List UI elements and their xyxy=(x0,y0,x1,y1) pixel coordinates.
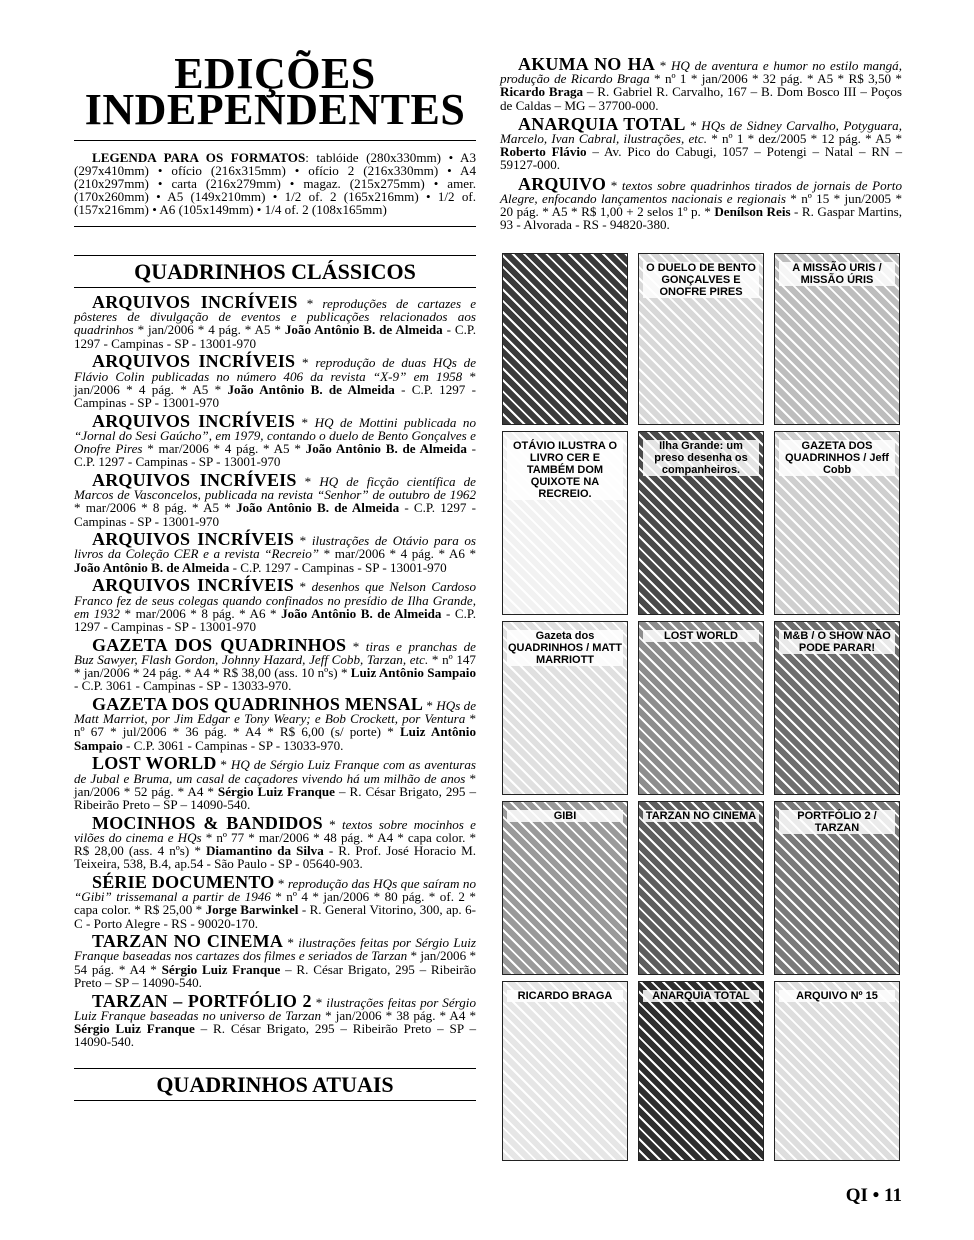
entry-publisher: João Antônio B. de Almeida xyxy=(227,381,395,397)
thumbnail-caption: GAZETA DOS QUADRINHOS / Jeff Cobb xyxy=(779,440,895,476)
entry-address: - C.P. 1297 - Campinas - SP - 13001-970 xyxy=(74,500,476,529)
entry-title: GAZETA DOS QUADRINHOS MENSAL xyxy=(92,693,424,714)
entry-title: SÉRIE DOCUMENTO xyxy=(92,871,275,892)
catalog-entry xyxy=(74,292,477,351)
entry-description: reproduções de cartazes e pôsteres de divulgação de eventos e publicações relacionados aos quadrinhos xyxy=(74,296,477,338)
entry-title: ARQUIVO xyxy=(518,173,607,194)
entry-address: – Av. Pico do Cabugi, 1057 – Potengi – Natal – RN – 59127-000. xyxy=(500,144,902,173)
entry-publisher: João Antônio B. de Almeida xyxy=(284,322,443,338)
entry-address: - C.P. 1297 - Campinas - SP - 13001-970 xyxy=(229,559,447,575)
entry-details: * jan/2006 * 52 pág. * A4 * xyxy=(74,770,476,799)
entry-title: ARQUIVOS INCRÍVEIS xyxy=(92,469,297,490)
entry-details: * nº 147 * jan/2006 * 24 pág. * A4 * R$ 38,00 (ass. 10 nºs) * xyxy=(74,651,476,681)
catalog-entry xyxy=(74,931,477,990)
entry-separator: * xyxy=(322,816,342,832)
entry-publisher: Luiz Antônio Sampaio xyxy=(74,724,476,753)
entry-separator: * xyxy=(294,579,312,595)
format-legend xyxy=(74,141,476,226)
section-heading-atuais: QUADRINHOS ATUAIS xyxy=(156,1072,394,1098)
entry-details: * mar/2006 * 8 pág. * A5 * xyxy=(74,500,237,516)
entry-publisher: João Antônio B. de Almeida xyxy=(74,559,230,575)
entry-description: desenhos que Nelson Cardoso Franco fez de seus colegas quando confinados no presídio de Ilha Grande, em 1932 xyxy=(74,579,476,621)
catalog-entry xyxy=(74,753,476,812)
entry-description: reprodução de duas HQs de Flávio Colin publicadas no número 406 da revista “X-9” em 1958 xyxy=(74,355,477,384)
entry-separator: * xyxy=(274,875,288,891)
entry-address: - C.P. 3061 - Campinas - SP - 13033-970. xyxy=(122,737,344,753)
entry-address: – R. César Brigato, 295 – Ribeirão Preto – SP – 14090-540. xyxy=(74,783,476,812)
thumb-gazeta-mensal xyxy=(502,621,628,795)
thumb-mocinhos xyxy=(774,621,900,795)
entry-publisher: Luiz Antônio Sampaio xyxy=(350,665,476,681)
entry-publisher: Sérgio Luiz Franque xyxy=(74,1020,195,1036)
legend-label: LEGENDA PARA OS FORMATOS xyxy=(92,150,306,165)
entry-publisher: João Antônio B. de Almeida xyxy=(305,441,467,457)
thumbnail-caption: ANARQUIA TOTAL xyxy=(643,990,759,1002)
entry-details: * nº 67 * jul/2006 * 36 pág. * A4 * R$ 6,00 (s/ porte) * xyxy=(74,711,476,740)
catalog-entry xyxy=(74,812,477,872)
catalog-entry xyxy=(74,634,476,694)
entry-title: ARQUIVOS INCRÍVEIS xyxy=(92,410,296,431)
thumb-arquivo xyxy=(774,981,900,1161)
thumbnail-caption: A MISSÃO URIS / MISSÃO ÚRIS xyxy=(779,262,895,286)
thumb-duelo-2 xyxy=(638,253,764,425)
entry-description: HQs de Sidney Carvalho, Potyguara, Marcelo, Ivan Cabral, ilustrações, etc. xyxy=(500,117,903,147)
thumb-duelo-1 xyxy=(502,253,628,425)
entry-title: GAZETA DOS QUADRINHOS xyxy=(92,634,347,655)
entry-separator: * xyxy=(346,638,366,654)
thumb-otavio xyxy=(502,431,628,615)
entry-address: - C.P. 1297 - Campinas - SP - 13001-970 xyxy=(74,441,476,470)
entry-description: reprodução das HQs que saíram no “Gibi” trissemanal a partir de 1946 xyxy=(74,875,476,905)
thumb-lost-world xyxy=(638,621,764,795)
entry-separator: * xyxy=(216,757,231,773)
entry-title: LOST WORLD xyxy=(92,753,217,774)
section-heading-classicos: QUADRINHOS CLÁSSICOS xyxy=(134,259,416,284)
entry-details: * mar/2006 * 4 pág. * A6 * xyxy=(319,546,476,562)
thumb-anarquia xyxy=(638,981,764,1161)
page-title-line2: INDEPENDENTES xyxy=(84,85,466,134)
thumbnail-caption: TARZAN NO CINEMA xyxy=(643,810,759,822)
cover-thumbnail-grid xyxy=(502,253,898,1159)
legend-text: : tablóide (280x330mm) • A3 (297x410mm) • ofício (216x315mm) • ofício 2 (216x330mm) • A4 (210x297mm) • carta (216x279mm) • magaz. (215x275mm) • amer. (170x260mm) • A5 (149x210mm) • 1/2 of. 2 (165x216mm) • 1/2 of. (157x216mm) • A6 (105x149mm) • 1/4 of. 2 (108x165mm) xyxy=(74,150,476,217)
entry-publisher: Diamantino da Silva xyxy=(205,843,324,859)
entry-publisher: João Antônio B. de Almeida xyxy=(281,605,442,621)
entry-details: * mar/2006 * 8 pág. * A6 * xyxy=(119,605,282,621)
thumbnail-caption: RICARDO BRAGA xyxy=(507,990,623,1002)
page-title xyxy=(74,49,476,134)
entry-details: * nº 1 * dez/2005 * 12 pág. * A5 * xyxy=(707,131,902,147)
entry-separator: * xyxy=(311,994,327,1010)
entry-details: * jan/2006 * 4 pág. * A5 * xyxy=(133,322,285,338)
entry-separator: * xyxy=(295,414,315,430)
thumbnail-caption: O DUELO DE BENTO GONÇALVES E ONOFRE PIRES xyxy=(643,262,759,298)
entry-title: MOCINHOS & BANDIDOS xyxy=(92,812,323,833)
entry-description: ilustrações feitas por Sérgio Luiz Franque baseadas no universo de Tarzan xyxy=(74,994,476,1023)
catalog-entry xyxy=(74,693,477,753)
classic-entries-list xyxy=(74,292,477,1050)
thumbnail-caption: OTÁVIO ILUSTRA O LIVRO CER E TAMBÉM DOM QUIXOTE NA RECREIO. xyxy=(507,440,623,500)
entry-address: – R. César Brigato, 295 – Ribeirão Preto – SP – 14090-540. xyxy=(74,961,477,990)
entry-title: ARQUIVOS INCRÍVEIS xyxy=(92,351,296,372)
entry-description: HQ de Sérgio Luiz Franque com as aventuras de Jubal e Bruma, um casal de caçadores vivendo há um milhão de anos xyxy=(74,757,476,786)
entry-details: * nº 4 * jan/2006 * 80 pág. * of. 2 * capa color. * R$ 25,00 * xyxy=(74,889,476,918)
entry-publisher: Roberto Flávio xyxy=(500,144,587,160)
entry-publisher: Sérgio Luiz Franque xyxy=(217,783,335,799)
entry-description: HQs de Matt Marriot, por Jim Edgar e Tony Weary; e Bob Crockett, por Ventura xyxy=(74,697,477,727)
entry-publisher: Sérgio Luiz Franque xyxy=(161,961,281,977)
page-title-line1: EDIÇÕES xyxy=(174,49,376,98)
thumbnail-caption: Ilha Grande: um preso desenha os companheiros. xyxy=(643,440,759,476)
entry-title: TARZAN NO CINEMA xyxy=(92,931,284,952)
entry-separator: * xyxy=(685,117,702,133)
thumb-tarzan-cinema xyxy=(638,801,764,975)
entry-separator: * xyxy=(606,177,622,193)
thumbnail-caption: LOST WORLD xyxy=(643,630,759,642)
entry-separator: * xyxy=(423,697,437,713)
divider xyxy=(74,1100,476,1101)
catalog-entry xyxy=(74,469,476,529)
entry-details: * nº 77 * mar/2006 * 48 pág. * A4 * capa color. * R$ 28,00 (ass. 4 nºs) * xyxy=(74,829,477,859)
entry-publisher: Ricardo Braga xyxy=(500,84,584,100)
entry-separator: * xyxy=(655,58,671,73)
entry-details: * jan/2006 * 4 pág. * A5 * xyxy=(74,368,476,397)
catalog-entry xyxy=(500,113,903,173)
entry-title: ARQUIVOS INCRÍVEIS xyxy=(92,529,295,550)
entry-description: HQ de Mottini publicada no “Jornal do Sesi Gaúcho”, em 1979, contando o duelo de Bento Gonçalves e Onofre Pires xyxy=(74,414,476,457)
entry-address: - R. Prof. José Horacio M. Teixeira, 538, B.4, ap.54 - São Paulo - SP - 05640-903. xyxy=(74,843,476,872)
thumbnail-caption: ARQUIVO Nº 15 xyxy=(779,990,895,1002)
thumb-portfolio xyxy=(774,801,900,975)
thumb-ilha-grande xyxy=(638,431,764,615)
entry-description: textos sobre quadrinhos tirados de jornais de Porto Alegre, enfocando lançamentos nacionais e regionais xyxy=(500,177,902,206)
page-footer: QI • 11 xyxy=(845,1185,902,1206)
catalog-entry xyxy=(74,351,477,410)
catalog-entry xyxy=(74,990,477,1050)
entry-description: ilustrações de Otávio para os livros da Coleção CER e a revista “Recreio” xyxy=(74,533,476,562)
entry-title: TARZAN – PORTFÓLIO 2 xyxy=(92,990,312,1011)
catalog-entry xyxy=(500,173,902,233)
entry-address: - C.P. 3061 - Campinas - SP - 13033-970. xyxy=(74,678,292,694)
catalog-entry xyxy=(500,54,902,113)
divider xyxy=(74,226,476,227)
entry-address: - C.P. 1297 - Campinas - SP - 13001-970 xyxy=(74,381,476,410)
entry-description: tiras e pranchas de Buz Sawyer, Flash Gordon, Johnny Hazard, Jeff Cobb, Tarzan, etc. xyxy=(74,638,476,667)
divider xyxy=(74,287,476,288)
entry-description: textos sobre mocinhos e vilões do cinema e HQs xyxy=(74,816,476,845)
entry-title: AKUMA NO HA xyxy=(518,54,656,74)
entry-description: ilustrações feitas por Sérgio Luiz Franque baseadas nos cartazes dos filmes e seriados de Tarzan xyxy=(74,935,476,964)
entry-separator: * xyxy=(296,473,320,489)
thumb-gibi xyxy=(502,801,628,975)
entry-details: * jan/2006 * 54 pág. * A4 * xyxy=(74,948,476,977)
entry-address: – R. Gabriel R. Carvalho, 167 – B. Dom Bosco III – Poços de Caldas – MG – 37700-000. xyxy=(500,84,902,113)
thumbnail-caption: PORTFÓLIO 2 / TARZAN xyxy=(779,810,895,834)
entry-title: ANARQUIA TOTAL xyxy=(518,113,686,134)
catalog-entry xyxy=(74,529,476,575)
entry-details: * jan/2006 * 38 pág. * A4 * xyxy=(321,1007,477,1023)
catalog-entry xyxy=(74,410,476,470)
thumbnail-caption: Gazeta dos QUADRINHOS / MATT MARRIOTT xyxy=(507,630,623,666)
catalog-entry xyxy=(74,871,476,931)
entry-details: * mar/2006 * 4 pág. * A5 * xyxy=(142,441,306,457)
entry-title: ARQUIVOS INCRÍVEIS xyxy=(92,575,295,596)
entry-address: - C.P. 1297 - Campinas - SP - 13001-970 xyxy=(74,605,476,634)
entry-publisher: Denílson Reis xyxy=(714,204,791,220)
entry-separator: * xyxy=(297,296,323,311)
entry-address: - R. General Vitorino, 300, ap. 6-C - Porto Alegre - RS - 90020-170. xyxy=(74,902,476,931)
entry-details: * nº 1 * jan/2006 * 32 pág. * A5 * R$ 3,50 * xyxy=(649,71,902,87)
entry-address: - R. Gaspar Martins, 93 - Alvorada - RS - 94820-380. xyxy=(500,204,902,233)
catalog-entry xyxy=(74,575,476,634)
entry-description: HQ de ficção científica de Marcos de Vasconcelos, publicada na revista “Senhor” de outubro de 1962 xyxy=(74,473,476,503)
entry-separator: * xyxy=(295,355,316,371)
entry-details: * nº 15 * jun/2005 * 20 pág. * A5 * R$ 1,00 + 2 selos 1º p. * xyxy=(500,190,902,220)
left-column xyxy=(74,50,476,1101)
thumbnail-caption: GIBI xyxy=(507,810,623,822)
right-column-entries xyxy=(500,54,903,237)
entry-title: ARQUIVOS INCRÍVEIS xyxy=(92,292,298,312)
entry-address: - C.P. 1297 - Campinas - SP - 13001-970 xyxy=(74,322,476,351)
thumb-akuma xyxy=(502,981,628,1161)
entry-description: HQ de aventura e humor no estilo mangá, produção de Ricardo Braga xyxy=(500,58,902,87)
entry-publisher: João Antônio B. de Almeida xyxy=(236,500,400,516)
entry-separator: * xyxy=(294,533,312,549)
entry-address: – R. César Brigato, 295 – Ribeirão Preto – SP – 14090-540. xyxy=(74,1020,476,1050)
thumb-gazeta-1 xyxy=(774,431,900,615)
entry-publisher: Jorge Barwinkel xyxy=(205,902,299,918)
entry-separator: * xyxy=(283,935,299,951)
thumbnail-caption: M&B / O SHOW NÃO PODE PARAR! xyxy=(779,630,895,654)
thumb-missao-uris xyxy=(774,253,900,425)
